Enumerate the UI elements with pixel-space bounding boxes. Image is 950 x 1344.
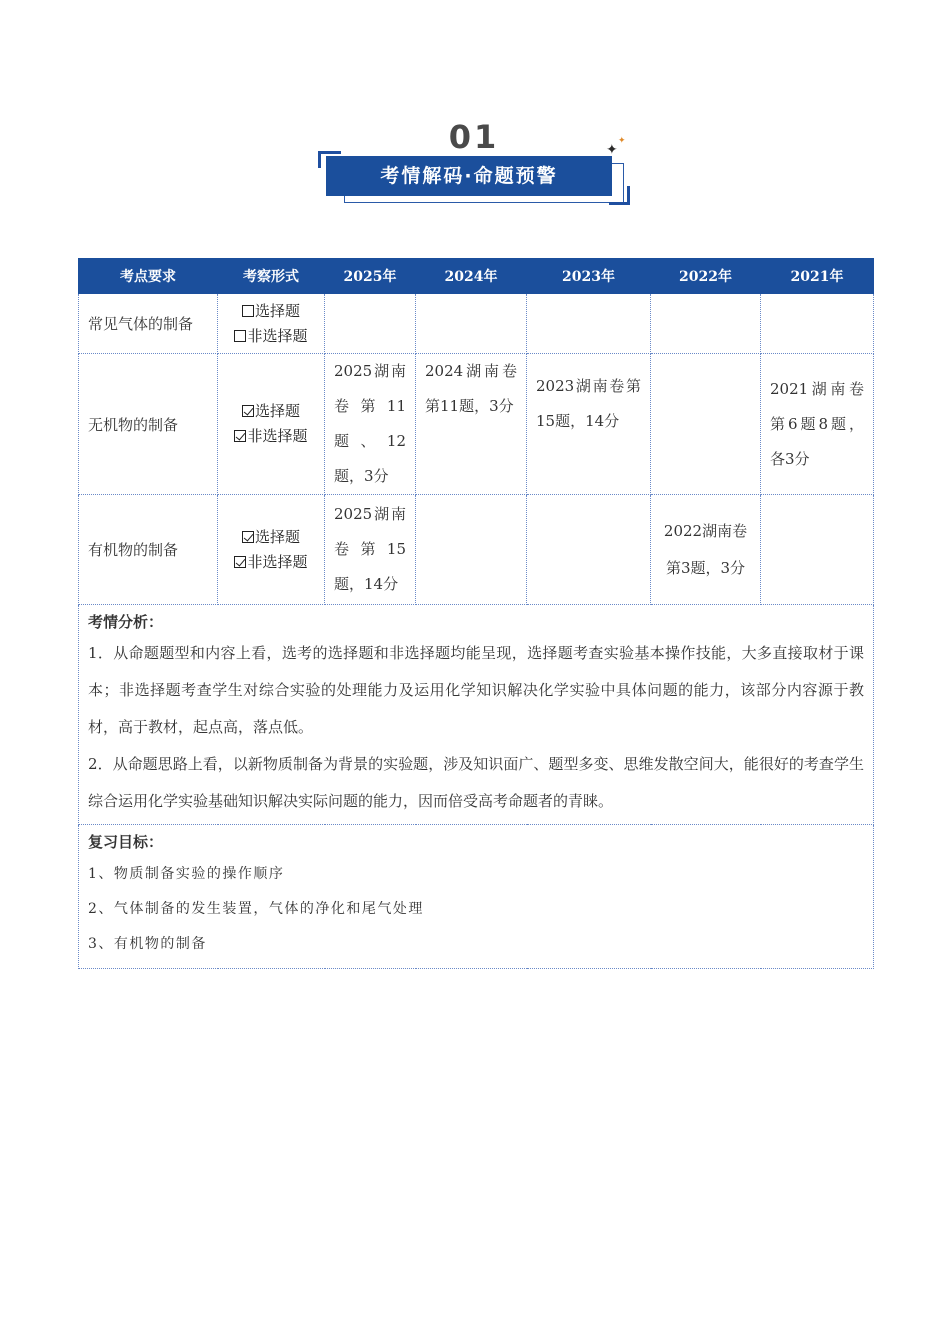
- year-cell: 2023湖南卷第15题，14分: [527, 354, 651, 495]
- topic-cell: 常见气体的制备: [79, 294, 218, 354]
- topic-cell: 有机物的制备: [79, 495, 218, 605]
- analysis-heading: 考情分析：: [88, 613, 164, 631]
- form-option-label: 选择题: [254, 402, 300, 420]
- column-header: 考察形式: [218, 259, 325, 294]
- section-banner: [316, 118, 632, 208]
- form-option-label: 非选择题: [247, 427, 308, 445]
- checked-checkbox-icon: [242, 531, 254, 543]
- form-option-label: 选择题: [254, 301, 300, 320]
- topic-cell: 无机物的制备: [79, 354, 218, 495]
- form-option: [218, 324, 324, 349]
- form-option: [218, 550, 324, 575]
- column-header: 2023年: [527, 259, 651, 294]
- form-option-label: 非选择题: [247, 326, 308, 345]
- form-cell: [218, 354, 325, 495]
- sparkle-icon: ✦: [618, 136, 626, 146]
- table-row: [79, 495, 874, 605]
- form-option: [218, 399, 324, 424]
- year-cell: [527, 495, 651, 605]
- year-cell: 2021湖南卷第6题8题，各3分: [761, 354, 874, 495]
- column-header: 2021年: [761, 259, 874, 294]
- column-header: 2024年: [416, 259, 527, 294]
- banner-frame-corner: [609, 186, 630, 205]
- exam-analysis-table: [78, 258, 874, 969]
- year-cell: [651, 294, 761, 354]
- checked-checkbox-icon: [234, 556, 246, 568]
- year-cell: [416, 294, 527, 354]
- form-cell: [218, 495, 325, 605]
- goals-cell: [79, 825, 874, 969]
- column-header: 2022年: [651, 259, 761, 294]
- table-header-row: [79, 259, 874, 294]
- column-header: 考点要求: [79, 259, 218, 294]
- year-cell: [651, 354, 761, 495]
- year-cell: [325, 294, 416, 354]
- analysis-cell: [79, 605, 874, 825]
- section-title: 考情解码·命题预警: [326, 156, 612, 196]
- form-option: [218, 299, 324, 324]
- year-cell: 2022湖南卷第3题，3分: [651, 495, 761, 605]
- section-number: 01: [448, 118, 500, 156]
- year-cell: [761, 495, 874, 605]
- analysis-paragraph: 2．从命题思路上看，以新物质制备为背景的实验题，涉及知识面广、题型多变、思维发散空间大，能很好的考查学生综合运用化学实验基础知识解决实际问题的能力，因而倍受高考命题者的青睐。: [88, 755, 864, 810]
- year-cell: 2024湖南卷第11题，3分: [416, 354, 527, 495]
- goals-row: [79, 825, 874, 969]
- checkbox-icon: [234, 330, 246, 342]
- table-row: [79, 354, 874, 495]
- analysis-row: [79, 605, 874, 825]
- year-cell: 2025湖南卷第11题、12题，3分: [325, 354, 416, 495]
- year-cell: [527, 294, 651, 354]
- checked-checkbox-icon: [242, 405, 254, 417]
- year-cell: [416, 495, 527, 605]
- year-cell: 2025湖南卷第15题，14分: [325, 495, 416, 605]
- goal-item: 2、气体制备的发生装置，气体的净化和尾气处理: [88, 901, 424, 917]
- sparkle-icon: ✦: [606, 142, 618, 158]
- form-option-label: 选择题: [254, 527, 300, 546]
- goal-item: 1、物质制备实验的操作顺序: [88, 866, 285, 882]
- checked-checkbox-icon: [234, 430, 246, 442]
- form-option: [218, 424, 324, 449]
- analysis-paragraph: 1．从命题题型和内容上看，选考的选择题和非选择题均能呈现，选择题考查实验基本操作技能，大多直接取材于课本；非选择题考查学生对综合实验的处理能力及运用化学知识解决化学实验中具体问题的能力，该部分内容源于教材，高于教材，起点高，落点低。: [88, 644, 864, 736]
- goal-item: 3、有机物的制备: [88, 936, 207, 952]
- goals-heading: 复习目标：: [88, 833, 164, 851]
- table-row: [79, 294, 874, 354]
- form-option-label: 非选择题: [247, 552, 308, 571]
- form-option: [218, 525, 324, 550]
- column-header: 2025年: [325, 259, 416, 294]
- form-cell: [218, 294, 325, 354]
- year-cell: [761, 294, 874, 354]
- checkbox-icon: [242, 305, 254, 317]
